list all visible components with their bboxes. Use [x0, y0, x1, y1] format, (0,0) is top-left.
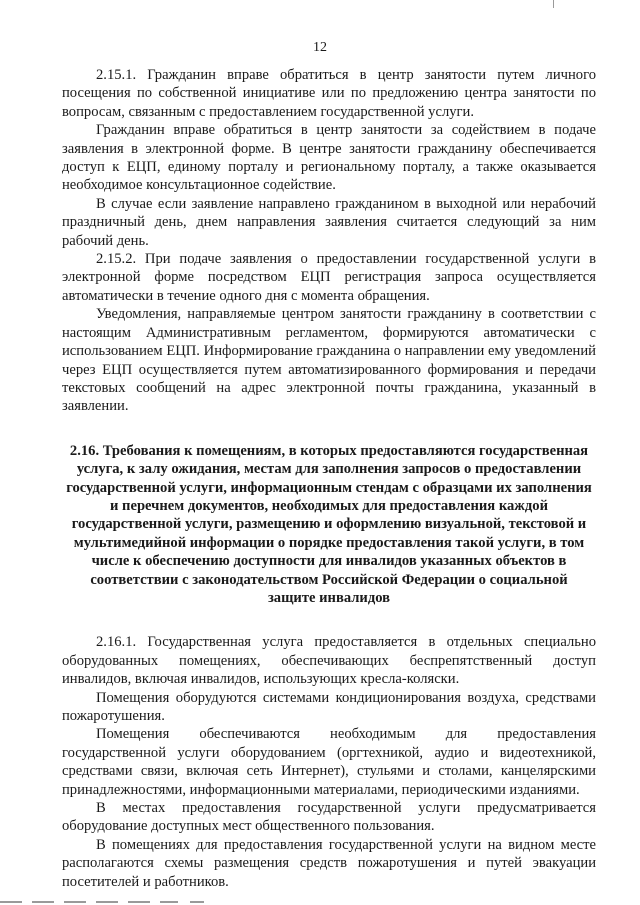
paragraph-2-15-1: 2.15.1. Гражданин вправе обратиться в центр занятости путем личного посещения по собственной инициативе или по предложению центра занятости по вопросам, связанным с предоставлением государственной услуги. — [62, 67, 596, 120]
paragraph-air-conditioning: Помещения оборудуются системами кондиционирования воздуха, средствами пожаротушения. — [62, 689, 596, 724]
paragraph-electronic-application: Гражданин вправе обратиться в центр занятости за содействием в подаче заявления в электронной форме. В центре занятости гражданину обеспечивается доступ к ЕЦП, единому порталу и региональному порталу, а также оказывается необходимое консультационное содействие. — [62, 122, 596, 194]
paragraph-notifications: Уведомления, направляемые центром занятости гражданину в соответствии с настоящим Административным регламентом, формируются автоматически с использованием ЕЦП. Информирование гражданина о направлении ему уведомлений через ЕЦП осуществляется путем автоматизированного формирования и передачи текстовых сообщений на адрес электронной почты гражданина, указанный в заявлении. — [62, 306, 596, 415]
scan-corner-mark — [553, 0, 554, 8]
paragraph-2-15-2: 2.15.2. При подаче заявления о предоставлении государственной услуги в электронной форме посредством ЕЦП регистрация запроса осуществляется автоматически в течение одного дня с момента обращения. — [62, 251, 596, 304]
paragraph-evacuation-schemes: В помещениях для предоставления государственной услуги на видном месте располагаются схемы размещения средств пожаротушения и путей эвакуации посетителей и работников. — [62, 836, 596, 890]
document-body — [62, 66, 596, 891]
paragraph-public-places: В местах предоставления государственной услуги предусматривается оборудование доступных мест общественного пользования. — [62, 800, 596, 835]
page-number: 12 — [313, 40, 327, 55]
scan-edge-marks — [0, 897, 640, 905]
paragraph-equipment: Помещения обеспечиваются необходимым для предоставления государственной услуги оборудованием (оргтехникой, аудио и видеотехникой, средствами связи, включая сеть Интернет), стульями и столами, канцелярскими принадлежностями, информационными материалами, периодическими изданиями. — [62, 726, 596, 798]
section-heading-2-16: 2.16. Требования к помещениям, в которых предоставляются государственная услуга, к залу ожидания, местам для заполнения запросов о предоставлении государственной услуги, информационным стендам с образцами их заполнения и перечнем документов, необходимых для предоставления каждой государственной услуги, размещению и оформлению визуальной, текстовой и мультимедийной информации о порядке предоставления такой услуги, в том числе к обеспечению доступности для инвалидов указанных объектов в соответствии с законодательством Российской Федерации о социальной защите инвалидов — [66, 442, 592, 606]
paragraph-2-16-1: 2.16.1. Государственная услуга предоставляется в отдельных специально оборудованных помещениях, обеспечивающих беспрепятственный доступ инвалидов, включая инвалидов, использующих кресла-коляски. — [62, 634, 596, 688]
paragraph-weekend-submission: В случае если заявление направлено гражданином в выходной или нерабочий праздничный день, днем направления заявления считается следующий за ним рабочий день. — [62, 195, 596, 249]
